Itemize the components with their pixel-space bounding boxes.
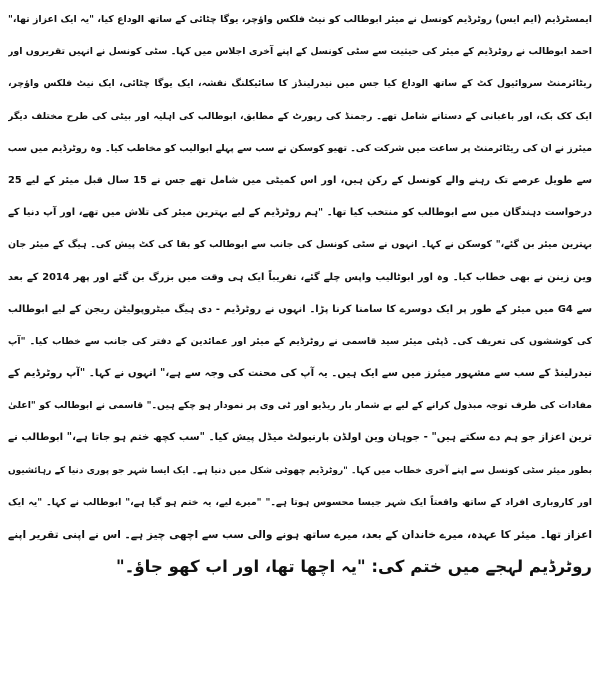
article-line: درخواست دہندگان میں سے ابوطالب کو منتخب کیا تھا۔ "ہم روٹرڈیم کے لیے بہترین میئر کی تلاش میں تھے، اور آپ دنیا کے — [8, 207, 592, 219]
article-line: کی کوششوں کی تعریف کی۔ ڈپٹی میئر سید قاسمی نے روٹرڈیم کے میئر اور عمائدین کے دفتر کی جانب سے خطاب کیا۔ "آپ — [8, 335, 592, 347]
article-line: ایک کک بک، اور باغبانی کے دستانے شامل تھے۔ رجمنڈ کی رپورٹ کے مطابق، ابوطالب کی اہلیہ اور بیٹی کی طرح مختلف دیگر — [8, 110, 592, 122]
article-line: اعزاز تھا۔ میئر کا عہدہ، میرے خاندان کے بعد، میرے ساتھ ہونے والی سب سے اچھی چیز ہے۔ اس نے اپنی تقریر اپنے — [8, 529, 592, 541]
article-line: سے طویل عرصے تک رہنے والے کونسل کے رکن ہیں، اور اس کمیٹی میں شامل تھے جس نے 15 سال قبل میئر کے لیے 25 — [8, 174, 592, 186]
article-line: اور کاروباری افراد کے ساتھ واقعتاً ایک شہر جیسا محسوس ہوتا ہے۔" "میرے لیے، یہ ختم ہو گیا ہے،" ابوطالب نے کہا۔ "یہ ایک — [8, 496, 592, 508]
article-line: میئرز نے ان کی ریٹائرمنٹ پر ساعت میں شرکت کی۔ تھیو کوسکن نے سب سے پہلے ابوالیب کو مخاطب کیا۔ وہ روٹرڈیم میں سب — [8, 142, 592, 154]
article-line: مفادات کی طرف توجہ مبذول کرانے کے لیے بے شمار بار ریڈیو اور ٹی وی پر نمودار ہو چکے ہیں۔" قاسمی نے ابوطالب کو "اعلیٰ — [8, 400, 592, 412]
article-line: بہترین میئر بن گئے،" کوسکن نے کہا۔ انہوں نے سٹی کونسل کی جانب سے ابوطالب کو بقا کی کٹ پیش کی۔ ہیگ کے میئر جان — [8, 239, 592, 251]
article-line: احمد ابوطالب نے روٹرڈیم کے میئر کی حیثیت سے سٹی کونسل کے اپنے آخری اجلاس میں کہا۔ سٹی کونسل نے انہیں تقریروں اور — [8, 46, 592, 58]
article-line: ترین اعزاز جو ہم دے سکتے ہیں" - جوہان وین اولڈن بارنیولٹ میڈل پیش کیا۔ "سب کچھ ختم ہو جاتا ہے،" ابوطالب نے — [8, 432, 592, 444]
article-line: نیدرلینڈ کے سب سے مشہور میئرز میں سے ایک ہیں۔ یہ آپ کی محنت کی وجہ سے ہے،" انہوں نے کہا۔ "آپ روٹرڈیم کے — [8, 368, 592, 380]
article-line: ایمسٹرڈیم (ایم ایس) روٹرڈیم کونسل نے میئر ابوطالب کو نیٹ فلکس واؤچر، یوگا چٹائی کے ساتھ الوداع کیا، "یہ ایک اعزاز تھا،" — [8, 14, 592, 25]
article-line-last: روٹرڈیم لہجے میں ختم کی: "یہ اچھا تھا، اور اب کھو جاؤ۔" — [116, 557, 592, 577]
article-line: سے G4 میں میئر کے طور پر ایک دوسرے کا سامنا کرنا پڑا۔ انہوں نے روٹرڈیم - دی ہیگ میٹروپولیٹن ریجن کے لیے ابوطالب — [8, 303, 592, 315]
article-line: وین زینن نے بھی خطاب کیا۔ وہ اور ابوٹالیب واپس چلے گئے، تقریباً ایک ہی وقت میں بزرگ بن گئے اور پھر 2014 کے بعد — [8, 271, 592, 283]
article-line: ریٹائرمنٹ سروائیول کٹ کے ساتھ الوداع کیا جس میں نیدرلینڈز کا سائیکلنگ نقشہ، ایک یوگا چٹائی، ایک نیٹ فلکس واؤچر، — [8, 78, 592, 90]
article-line: بطور میئر سٹی کونسل سے اپنے آخری خطاب میں کہا۔ "روٹرڈیم چھوٹی شکل میں دنیا ہے۔ ایک ایسا شہر جو پوری دنیا کے رہائشیوں — [8, 465, 592, 476]
